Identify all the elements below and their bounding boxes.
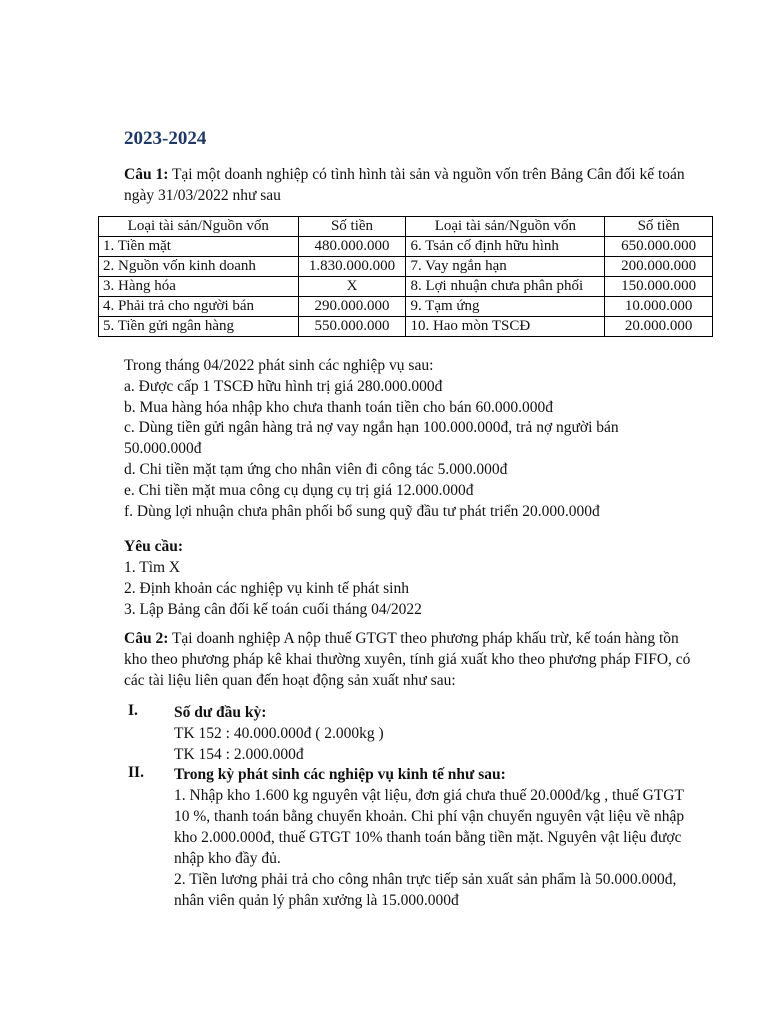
table-cell: 1. Tiền mặt (99, 237, 299, 257)
list-item: a. Được cấp 1 TSCĐ hữu hình trị giá 280.000.000đ (124, 377, 443, 395)
question-2-label: Câu 2: (124, 630, 169, 647)
table-cell: X (298, 277, 406, 297)
question-1-label: Câu 1: (124, 166, 169, 183)
table-cell: 6. Tsản cố định hữu hình (406, 237, 605, 257)
table-header-cell: Số tiền (605, 217, 713, 237)
table-header-row (99, 217, 713, 237)
table-header-cell: Số tiền (298, 217, 406, 237)
section-number: I. (128, 702, 138, 719)
table-header-cell: Loại tài sản/Nguồn vốn (99, 217, 299, 237)
question-2-text: Tại doanh nghiệp A nộp thuế GTGT theo phương pháp khấu trừ, kế toán hàng tồn kho theo phương pháp kê khai thường xuyên, tính giá xuất kho theo phương pháp FIFO, có các tài liệu liên quan đến hoạt động sản xuất như sau: (124, 630, 691, 689)
table-header-cell: Loại tài sản/Nguồn vốn (406, 217, 605, 237)
table-cell: 10. Hao mòn TSCĐ (406, 317, 605, 337)
table-cell: 3. Hàng hóa (99, 277, 299, 297)
list-item: TK 154 : 2.000.000đ (174, 746, 304, 763)
table-cell: 550.000.000 (298, 317, 406, 337)
table-cell: 9. Tạm ứng (406, 297, 605, 317)
page-heading: 2023-2024 (124, 128, 207, 149)
transaction-paragraph: 1. Nhập kho 1.600 kg nguyên vật liệu, đơn giá chưa thuế 20.000đ/kg , thuế GTGT 10 %, thanh toán bằng chuyển khoản. Chi phí vận chuyển nguyên vật liệu về nhập kho 2.000.000đ, thuế GTGT 10% thanh toán bằng tiền mặt. Nguyên vật liệu được nhập kho đầy đủ. (174, 787, 685, 867)
operations-intro: Trong tháng 04/2022 phát sinh các nghiệp vụ sau: (124, 357, 434, 374)
table-cell: 290.000.000 (298, 297, 406, 317)
table-cell: 1.830.000.000 (298, 257, 406, 277)
question-1-text: Tại một doanh nghiệp có tình hình tài sản và nguồn vốn trên Bảng Cân đối kế toán ngày 31/03/2022 như sau (124, 166, 685, 204)
table-cell: 200.000.000 (605, 257, 713, 277)
table-row (99, 237, 713, 257)
table-cell: 150.000.000 (605, 277, 713, 297)
table-cell: 2. Nguồn vốn kinh doanh (99, 257, 299, 277)
list-item: TK 152 : 40.000.000đ ( 2.000kg ) (174, 725, 384, 742)
table-cell: 10.000.000 (605, 297, 713, 317)
list-item: b. Mua hàng hóa nhập kho chưa thanh toán tiền cho bán 60.000.000đ (124, 398, 553, 416)
list-item: 2. Định khoản các nghiệp vụ kinh tế phát sinh (124, 580, 409, 597)
requirements-list (124, 536, 694, 620)
question-1-intro (124, 164, 694, 206)
section-number: II. (128, 764, 144, 781)
table-cell: 480.000.000 (298, 237, 406, 257)
requirements-title: Yêu cầu: (124, 538, 183, 555)
list-item: 3. Lập Bảng cân đối kế toán cuối tháng 04/2022 (124, 601, 422, 618)
table-cell: 20.000.000 (605, 317, 713, 337)
table-cell: 8. Lợi nhuận chưa phân phối (406, 277, 605, 297)
table-cell: 4. Phải trả cho người bán (99, 297, 299, 317)
list-item: c. Dùng tiền gửi ngân hàng trả nợ vay ngắn hạn 100.000.000đ, trả nợ người bán (124, 419, 619, 437)
transaction-paragraph: 2. Tiền lương phải trả cho công nhân trực tiếp sản xuất sản phẩm là 50.000.000đ, nhân viên quản lý phân xưởng là 15.000.000đ (174, 871, 677, 909)
table-row (99, 297, 713, 317)
list-item: 1. Tìm X (124, 559, 181, 576)
list-item: 50.000.000đ (124, 440, 202, 458)
operations-list (124, 356, 694, 522)
question-2-intro (124, 628, 694, 691)
table-cell: 7. Vay ngắn hạn (406, 257, 605, 277)
section-title: Số dư đầu kỳ: (174, 704, 267, 721)
table-cell: 650.000.000 (605, 237, 713, 257)
table-row (99, 277, 713, 297)
balance-sheet-table (98, 216, 713, 337)
table-cell: 5. Tiền gửi ngân hàng (99, 317, 299, 337)
list-item: e. Chi tiền mặt mua công cụ dụng cụ trị giá 12.000.000đ (124, 481, 474, 499)
list-item: d. Chi tiền mặt tạm ứng cho nhân viên đi công tác 5.000.000đ (124, 460, 508, 478)
table-row (99, 317, 713, 337)
section-title: Trong kỳ phát sinh các nghiệp vụ kinh tế như sau: (174, 766, 506, 783)
table-row (99, 257, 713, 277)
list-item: f. Dùng lợi nhuận chưa phân phối bổ sung quỹ đầu tư phát triển 20.000.000đ (124, 502, 600, 520)
